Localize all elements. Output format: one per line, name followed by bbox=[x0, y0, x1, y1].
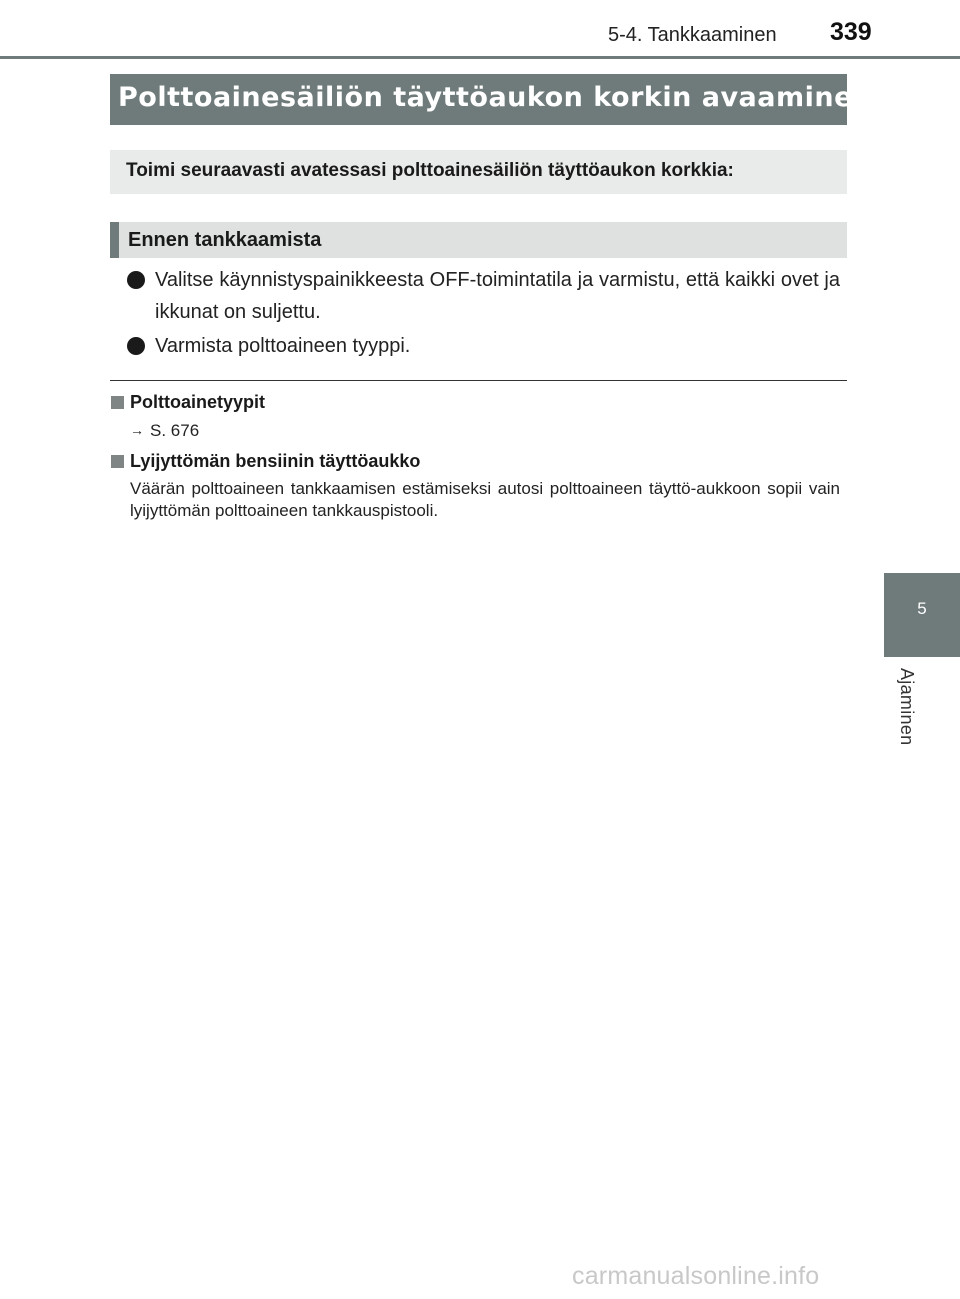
page-title: Polttoainesäiliön täyttöaukon korkin avaaminen bbox=[118, 82, 873, 113]
bullet-icon bbox=[127, 337, 145, 355]
bullet-text: Varmista polttoaineen tyyppi. bbox=[155, 335, 411, 357]
notes-divider bbox=[110, 380, 847, 381]
bullet-icon bbox=[127, 271, 145, 289]
right-arrow-icon: → bbox=[130, 422, 144, 438]
watermark: carmanualsonline.info bbox=[572, 1262, 820, 1290]
note-body: Väärän polttoaineen tankkaamisen estämiseksi autosi polttoaineen täyttö-aukkoon sopii vain lyijyttömän polttoaineen tankkauspistooli. bbox=[130, 479, 840, 520]
title-bar bbox=[110, 74, 873, 125]
subheading: Ennen tankkaamista bbox=[110, 222, 847, 258]
note-heading: Lyijyttömän bensiinin täyttöaukko bbox=[111, 450, 840, 472]
reference-link[interactable]: S. 676 bbox=[150, 421, 200, 440]
chapter-number: 5 bbox=[917, 599, 927, 618]
section-title: 5-4. Tankkaaminen bbox=[608, 24, 777, 46]
note-unleaded-filler bbox=[111, 450, 840, 522]
note-fuel-types bbox=[111, 391, 840, 442]
page-number: 339 bbox=[830, 18, 872, 46]
intro-text: Toimi seuraavasti avatessasi polttoainesäiliön täyttöaukon korkkia: bbox=[110, 150, 847, 194]
square-bullet-icon bbox=[111, 396, 124, 409]
bullet-list bbox=[126, 264, 840, 362]
chapter-tab bbox=[884, 573, 960, 657]
square-bullet-icon bbox=[111, 455, 124, 468]
note-heading: Polttoainetyypit bbox=[111, 391, 840, 413]
header-divider bbox=[0, 56, 960, 59]
bullet-text: Valitse käynnistyspainikkeesta OFF-toimintatila ja varmistu, että kaikki ovet ja ikkunat on suljettu. bbox=[155, 269, 840, 323]
bullet-item bbox=[126, 330, 840, 362]
bullet-item bbox=[126, 264, 840, 328]
note-reference bbox=[130, 419, 840, 442]
chapter-label: Ajaminen bbox=[897, 668, 917, 746]
